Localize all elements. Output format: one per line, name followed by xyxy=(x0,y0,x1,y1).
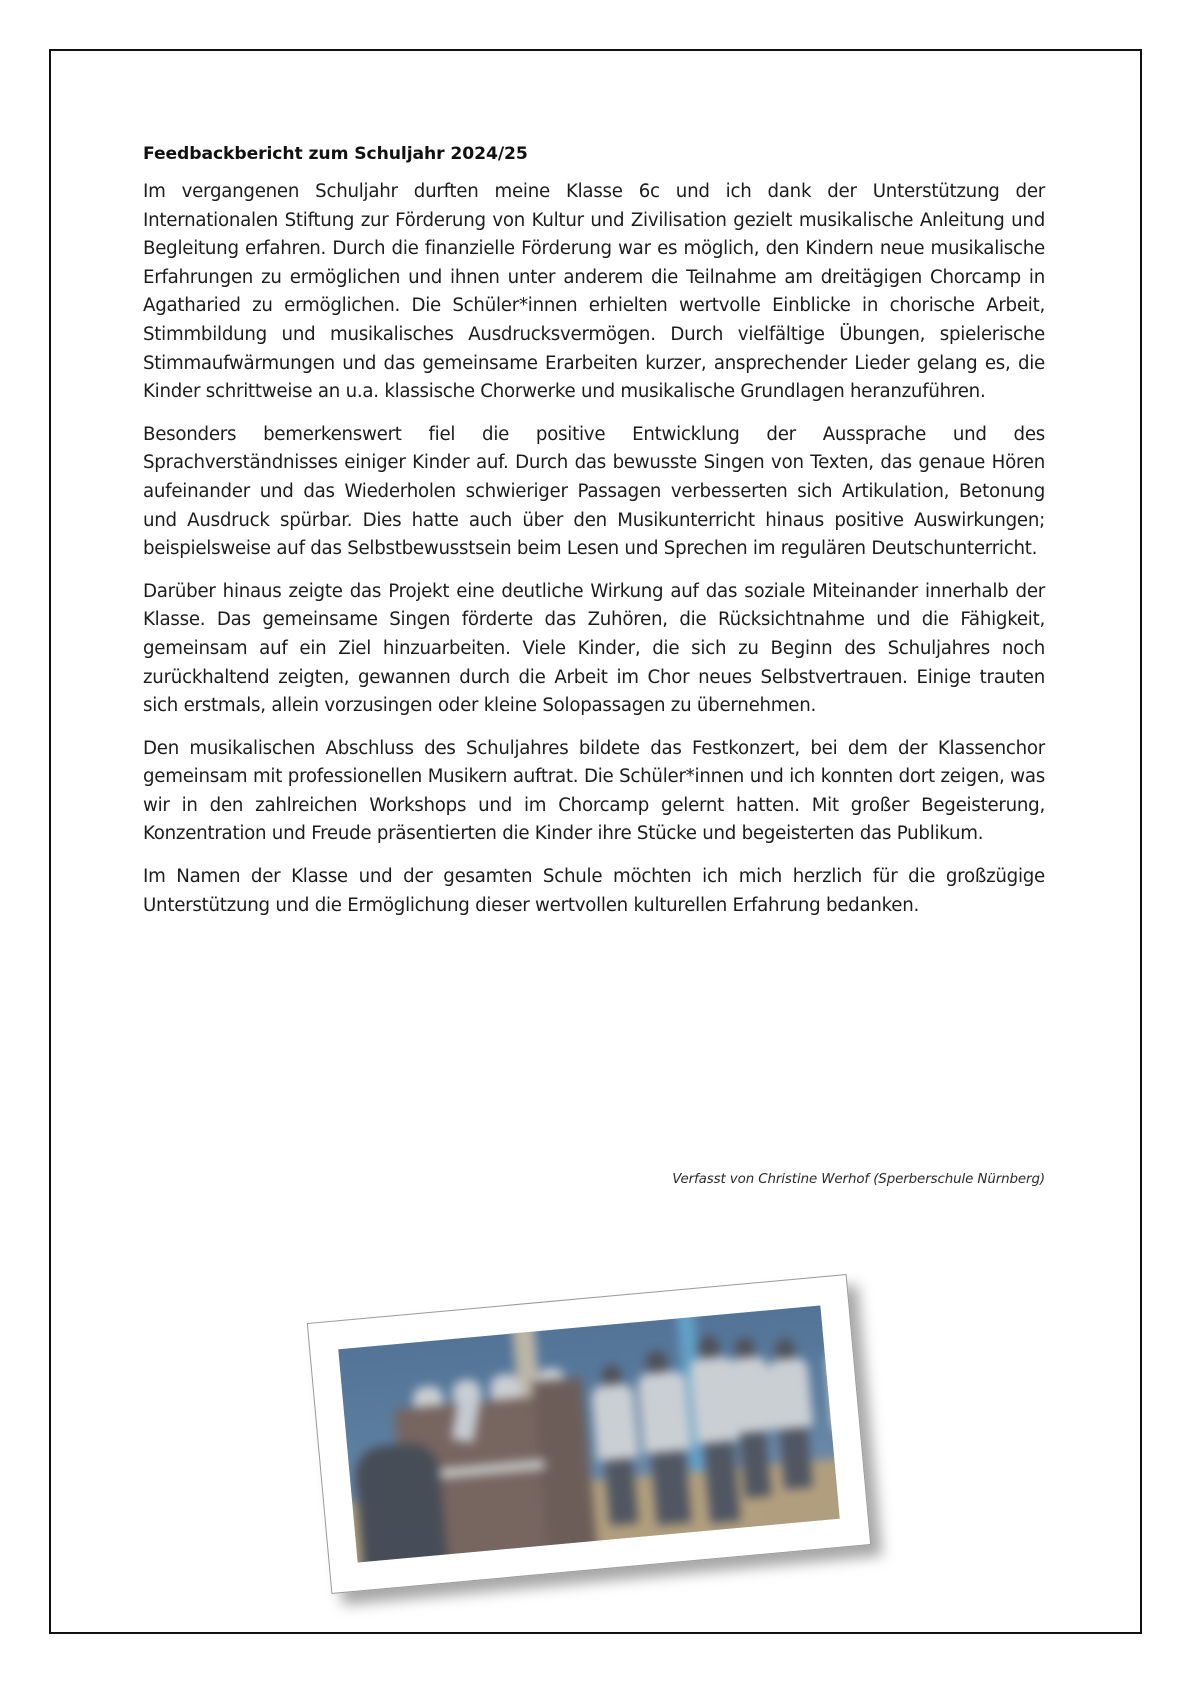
paragraph-language-development: Besonders bemerkenswert fiel die positive Entwicklung der Aussprache und des Sprachverständnisses einiger Kinder auf. Durch das bewusste Singen von Texten, das genaue Hören aufeinander und das Wiederholen schwieriger Passagen verbesserten sich Artikulation, Betonung und Ausdruck spürbar. Dies hatte auch über den Musikunterricht hinaus positive Auswirkungen; beispielsweise auf das Selbstbewusstsein beim Lesen und Sprechen im regulären Deutschunterricht. xyxy=(143,423,1045,560)
author-signature: Verfasst von Christine Werhof (Sperberschule Nürnberg) xyxy=(672,1172,1045,1187)
paragraph-project-overview: Im vergangenen Schuljahr durften meine Klasse 6c und ich dank der Unterstützung der Internationalen Stiftung zur Förderung von Kultur und Zivilisation gezielt musikalische Anleitung und Begleitung erfahren. Durch die finanzielle Förderung war es möglich, den Kindern neue musikalische Erfahrungen zu ermöglichen und ihnen unter anderem die Teilnahme am dreitägigen Chorcamp in Agatharied zu ermöglichen. Die Schüler*innen erhielten wertvolle Einblicke in chorische Arbeit, Stimmbildung und musikalisches Ausdrucksvermögen. Durch vielfältige Übungen, spielerische Stimmaufwärmungen und das gemeinsame Erarbeiten kurzer, ansprechender Lieder gelang es, die Kinder schrittweise an u.a. klassische Chorwerke und musikalische Grundlagen heranzuführen. xyxy=(143,181,1045,403)
paragraph-final-concert: Den musikalischen Abschluss des Schuljahres bildete das Festkonzert, bei dem der Klassenchor gemeinsam mit professionellen Musikern auftrat. Die Schüler*innen und ich konnten dort zeigen, was wir in den zahlreichen Workshops und im Chorcamp gelernt hatten. Mit großer Begeisterung, Konzentration und Freude präsentierten die Kinder ihre Stücke und begeisterten das Publikum. xyxy=(143,737,1045,845)
choir-photo xyxy=(338,1306,839,1563)
choir-photo-content xyxy=(338,1306,839,1563)
paragraph-thanks: Im Namen der Klasse und der gesamten Schule möchten ich mich herzlich für die großzügige Unterstützung und die Ermöglichung dieser wertvollen kulturellen Erfahrung bedanken. xyxy=(143,866,1045,916)
choir-photo-frame xyxy=(307,1274,871,1594)
document-title: Feedbackbericht zum Schuljahr 2024/25 xyxy=(143,144,528,164)
paragraph-social-impact: Darüber hinaus zeigte das Projekt eine deutliche Wirkung auf das soziale Miteinander innerhalb der Klasse. Das gemeinsame Singen förderte das Zuhören, die Rücksichtnahme und die Fähigkeit, gemeinsam auf ein Ziel hinzuarbeiten. Viele Kinder, die sich zu Beginn des Schuljahres noch zurückhaltend zeigten, gewannen durch die Arbeit im Chor neues Selbstvertrauen. Einige trauten sich erstmals, allein vorzusingen oder kleine Solopassagen zu übernehmen. xyxy=(143,580,1045,717)
document-body xyxy=(143,143,1045,934)
